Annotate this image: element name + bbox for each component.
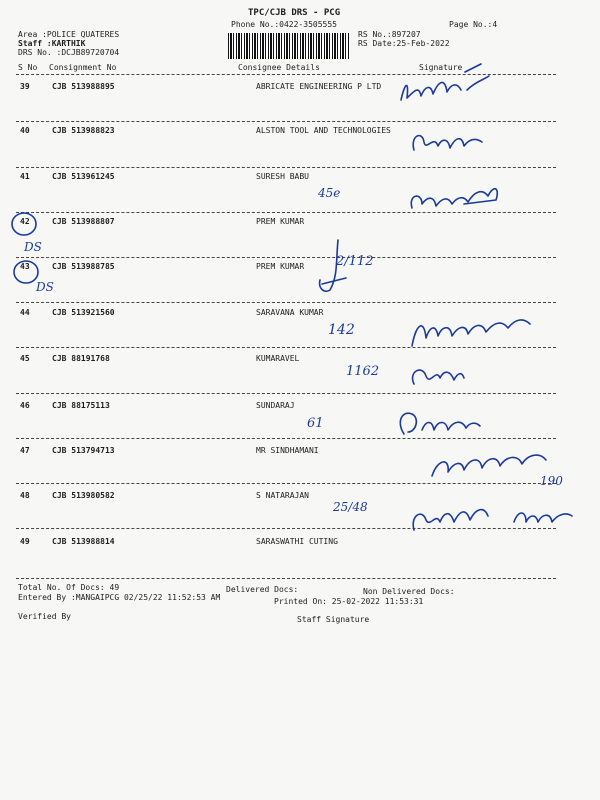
row-consignment: CJB 513988807 bbox=[52, 217, 115, 226]
divider bbox=[16, 257, 556, 258]
row-consignee: SARAVANA KUMAR bbox=[256, 308, 324, 317]
divider bbox=[16, 578, 556, 579]
row-consignee: SARASWATHI CUTING bbox=[256, 537, 338, 546]
row-sno: 46 bbox=[20, 401, 30, 410]
rs-date: RS Date:25-Feb-2022 bbox=[358, 39, 450, 48]
row-sno: 47 bbox=[20, 446, 30, 455]
handwritten-signature bbox=[408, 494, 498, 538]
handwritten-signature bbox=[406, 306, 536, 354]
row-sno: 42 bbox=[20, 217, 30, 226]
handwritten-note: DS bbox=[36, 280, 54, 294]
row-consignment: CJB 513921560 bbox=[52, 308, 115, 317]
rs-number: RS No.:897207 bbox=[358, 30, 421, 39]
entered-by: Entered By :MANGAIPCG 02/25/22 11:52:53 AM bbox=[18, 593, 221, 602]
table-row bbox=[0, 172, 600, 186]
table-row bbox=[0, 262, 600, 276]
row-consignment: CJB 513988895 bbox=[52, 82, 115, 91]
barcode bbox=[228, 33, 350, 59]
handwritten-note: 190 bbox=[540, 474, 563, 488]
row-consignment: CJB 513794713 bbox=[52, 446, 115, 455]
table-row bbox=[0, 82, 600, 96]
handwritten-note: 61 bbox=[307, 416, 324, 431]
row-consignment: CJB 513988814 bbox=[52, 537, 115, 546]
handwritten-signature bbox=[408, 124, 488, 160]
row-consignment: CJB 513961245 bbox=[52, 172, 115, 181]
row-consignee: MR SINDHAMANI bbox=[256, 446, 319, 455]
handwritten-note: 45e bbox=[318, 186, 341, 200]
handwritten-note: DS bbox=[24, 240, 42, 254]
handwritten-signature bbox=[508, 500, 578, 532]
staff-signature: Staff Signature bbox=[297, 615, 370, 624]
handwritten-note: 1162 bbox=[346, 364, 380, 379]
row-sno: 39 bbox=[20, 82, 30, 91]
row-sno: 49 bbox=[20, 537, 30, 546]
row-consignee: ABRICATE ENGINEERING P LTD bbox=[256, 82, 382, 91]
row-consignment: CJB 513988823 bbox=[52, 126, 115, 135]
handwritten-signature bbox=[428, 444, 554, 484]
staff-label: Staff :KARTHIK bbox=[18, 39, 86, 48]
handwritten-signature bbox=[404, 174, 504, 216]
page-number: Page No.:4 bbox=[449, 20, 498, 29]
handwritten-note: 142 bbox=[328, 322, 355, 338]
table-row bbox=[0, 126, 600, 140]
handwritten-signature bbox=[406, 358, 466, 392]
area-label: Area :POLICE QUATERES bbox=[18, 30, 120, 39]
divider bbox=[16, 393, 556, 394]
circle-mark-icon bbox=[6, 210, 46, 290]
row-consignment: CJB 513980582 bbox=[52, 491, 115, 500]
non-delivered-docs: Non Delivered Docs: bbox=[363, 587, 455, 596]
row-sno: 45 bbox=[20, 354, 30, 363]
row-consignee: PREM KUMAR bbox=[256, 262, 305, 271]
row-sno: 41 bbox=[20, 172, 30, 181]
row-consignee: S NATARAJAN bbox=[256, 491, 309, 500]
col-signature: Signature bbox=[419, 63, 463, 72]
table-row bbox=[0, 217, 600, 231]
row-consignment: CJB 513988785 bbox=[52, 262, 115, 271]
handwritten-signature bbox=[395, 62, 495, 108]
row-sno: 48 bbox=[20, 491, 30, 500]
col-consignment: Consignment No bbox=[49, 63, 117, 72]
row-consignee: PREM KUMAR bbox=[256, 217, 305, 226]
table-row bbox=[0, 401, 600, 415]
divider bbox=[16, 302, 556, 303]
phone-number: Phone No.:0422-3505555 bbox=[231, 20, 337, 29]
divider bbox=[16, 167, 556, 168]
row-sno: 43 bbox=[20, 262, 30, 271]
printed-on: Printed On: 25-02-2022 11:53:31 bbox=[274, 597, 424, 606]
row-sno: 40 bbox=[20, 126, 30, 135]
divider bbox=[16, 121, 556, 122]
table-row bbox=[0, 537, 600, 551]
drs-title: TPC/CJB DRS - PCG bbox=[248, 8, 341, 18]
row-consignee: ALSTON TOOL AND TECHNOLOGIES bbox=[256, 126, 391, 135]
handwritten-note: 25/48 bbox=[333, 500, 368, 514]
handwritten-note: 2/112 bbox=[336, 254, 374, 269]
row-consignee: SURESH BABU bbox=[256, 172, 309, 181]
row-consignee: KUMARAVEL bbox=[256, 354, 300, 363]
verified-by: Verified By bbox=[18, 612, 71, 621]
row-consignment: CJB 88191768 bbox=[52, 354, 110, 363]
total-docs: Total No. Of Docs: 49 bbox=[18, 583, 120, 592]
table-row bbox=[0, 354, 600, 368]
drs-number: DRS No. :DCJB89720704 bbox=[18, 48, 120, 57]
row-consignee: SUNDARAJ bbox=[256, 401, 295, 410]
row-consignment: CJB 88175113 bbox=[52, 401, 110, 410]
handwritten-signature bbox=[394, 400, 484, 442]
col-sno: S No bbox=[18, 63, 38, 72]
delivered-docs: Delivered Docs: bbox=[226, 585, 299, 594]
col-consignee: Consignee Details bbox=[238, 63, 320, 72]
row-sno: 44 bbox=[20, 308, 30, 317]
